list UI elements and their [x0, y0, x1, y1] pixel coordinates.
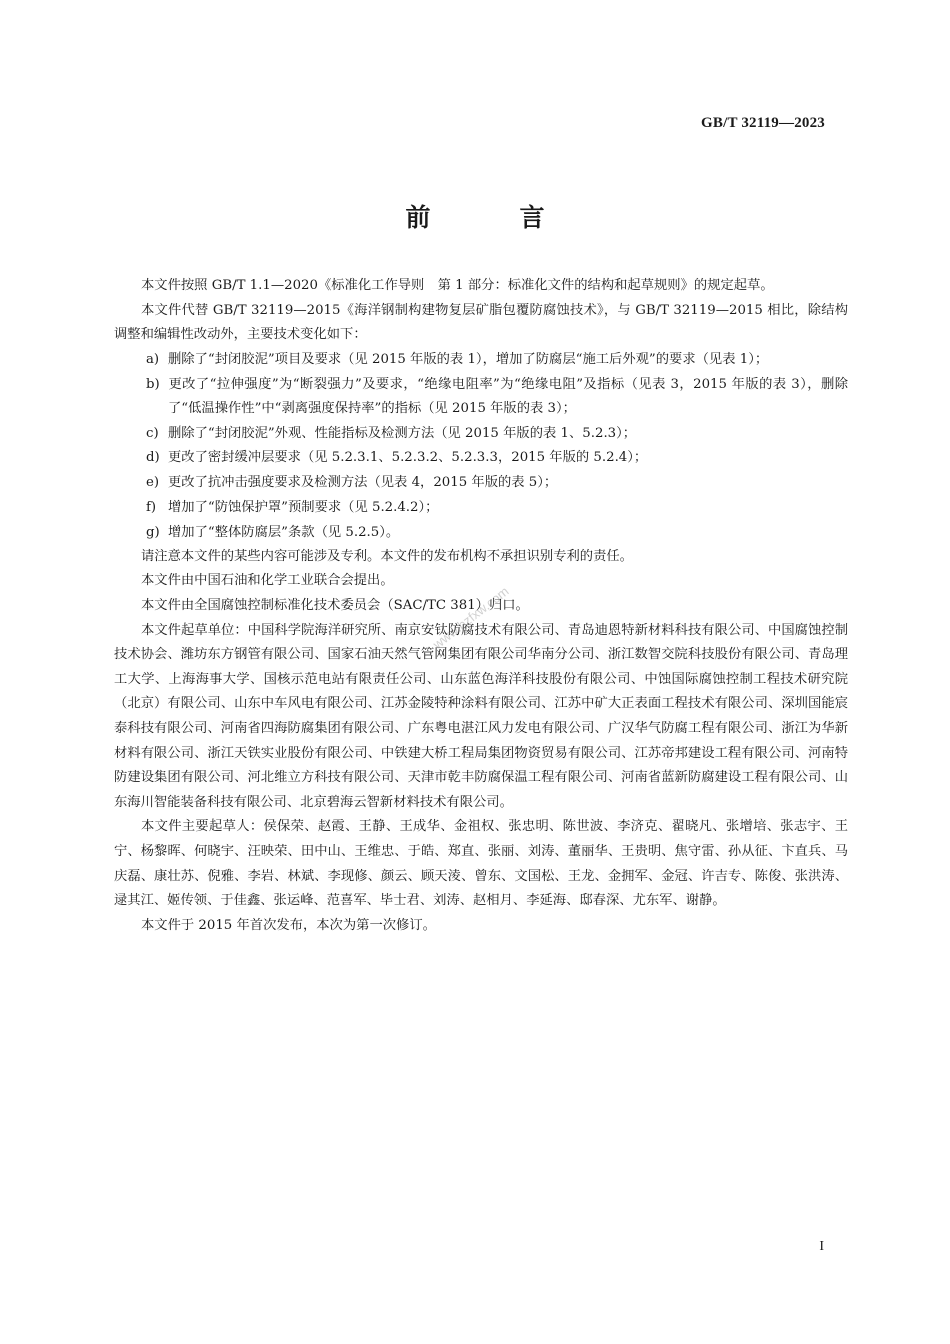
list-item — [114, 471, 848, 496]
change-list — [114, 348, 848, 545]
list-item — [114, 446, 848, 471]
list-marker: a) — [146, 352, 160, 368]
list-item-text: 删除了“封闭胶泥”项目及要求（见 2015 年版的表 1），增加了防腐层“施工后外观”的要求（见表 1）； — [168, 352, 769, 368]
list-item — [114, 373, 848, 421]
list-item-text: 更改了密封缓冲层要求（见 5.2.3.1、5.2.3.2、5.2.3.3，2015 年版的 5.2.4）； — [168, 450, 648, 466]
list-item-text: 更改了“拉伸强度”为“断裂强力”及要求，“绝缘电阻率”为“绝缘电阻”及指标（见表 3，2015 年版的表 3），删除了“低温操作性”中“剥离强度保持率”的指标（见 2015 年版的表 3）； — [168, 377, 848, 416]
paragraph-proposer: 本文件由中国石油和化学工业联合会提出。 — [141, 573, 394, 589]
paragraph-replaces: 本文件代替 GB/T 32119—2015《海洋钢制构建物复层矿脂包覆防腐蚀技术》，与 GB/T 32119—2015 相比，除结构调整和编辑性改动外，主要技术变化如下： — [114, 302, 848, 343]
list-item — [114, 348, 848, 373]
list-item — [114, 421, 848, 446]
paragraph-patent-notice: 请注意本文件的某些内容可能涉及专利。本文件的发布机构不承担识别专利的责任。 — [141, 548, 633, 564]
standard-code: GB/T 32119—2023 — [701, 115, 825, 131]
list-marker: b) — [146, 377, 160, 393]
list-marker: d) — [146, 450, 160, 466]
list-item-text: 增加了“整体防腐层”条款（见 5.2.5）。 — [168, 524, 400, 540]
list-item-text: 删除了“封闭胶泥”外观、性能指标及检测方法（见 2015 年版的表 1、5.2.3）； — [168, 425, 637, 441]
page-number: I — [819, 1239, 824, 1254]
list-item-text: 更改了抗冲击强度要求及检测方法（见表 4，2015 年版的表 5）； — [168, 475, 558, 491]
list-item-text: 增加了“防蚀保护罩”预制要求（见 5.2.4.2）； — [168, 499, 439, 515]
list-marker: f) — [146, 499, 157, 515]
watermark: www.bzfxw.com — [430, 583, 512, 652]
paragraph-drafters: 本文件主要起草人：侯保荣、赵霞、王静、王成华、金祖权、张忠明、陈世波、李济克、翟晓凡、张增培、张志宇、王宁、杨黎晖、何晓宇、汪映荣、田中山、王维忠、于皓、郑直、张丽、刘涛、董丽华、王贵明、焦守雷、孙从征、卞直兵、马庆磊、康壮苏、倪雅、李岩、林斌、李现修、颜云、顾天淩、曾东、文国松、王龙、金拥军、金冠、许吉专、陈俊、张洪涛、逯其江、姬传领、于佳鑫、张运峰、范喜军、毕士君、刘涛、赵相月、李延海、邸春深、尤东军、谢静。 — [114, 819, 848, 909]
list-marker: e) — [146, 475, 160, 491]
paragraph-committee: 本文件由全国腐蚀控制标准化技术委员会（SAC/TC 381）归口。 — [141, 598, 529, 614]
list-item — [114, 495, 848, 520]
list-marker: c) — [146, 425, 159, 441]
list-item — [114, 520, 848, 545]
paragraph-history: 本文件于 2015 年首次发布，本次为第一次修订。 — [141, 917, 436, 933]
page-title: 前 言 — [405, 203, 577, 232]
list-marker: g) — [146, 524, 160, 540]
paragraph-basis: 本文件按照 GB/T 1.1—2020《标准化工作导则 第 1 部分：标准化文件的结构和起草规则》的规定起草。 — [141, 278, 774, 293]
paragraph-drafting-units: 本文件起草单位：中国科学院海洋研究所、南京安钛防腐技术有限公司、青岛迪恩特新材料科技有限公司、中国腐蚀控制技术协会、潍坊东方钢管有限公司、国家石油天然气管网集团有限公司华南分公司、浙江数智交院科技股份有限公司、青岛理工大学、上海海事大学、国核示范电站有限责任公司、山东蓝色海洋科技股份有限公司、中蚀国际腐蚀控制工程技术研究院（北京）有限公司、山东中车风电有限公司、江苏金陵特种涂料有限公司、江苏中矿大正表面工程技术有限公司、深圳国能宸泰科技有限公司、河南省四海防腐集团有限公司、广东粤电湛江风力发电有限公司、广汉华气防腐工程有限公司、浙江为华新材料有限公司、浙江天铁实业股份有限公司、中铁建大桥工程局集团物资贸易有限公司、江苏帝邦建设工程有限公司、河南特防建设集团有限公司、河北维立方科技有限公司、天津市乾丰防腐保温工程有限公司、河南省蓝新防腐建设工程有限公司、山东海川智能装备科技有限公司、北京碧海云智新材料技术有限公司。 — [114, 622, 848, 810]
